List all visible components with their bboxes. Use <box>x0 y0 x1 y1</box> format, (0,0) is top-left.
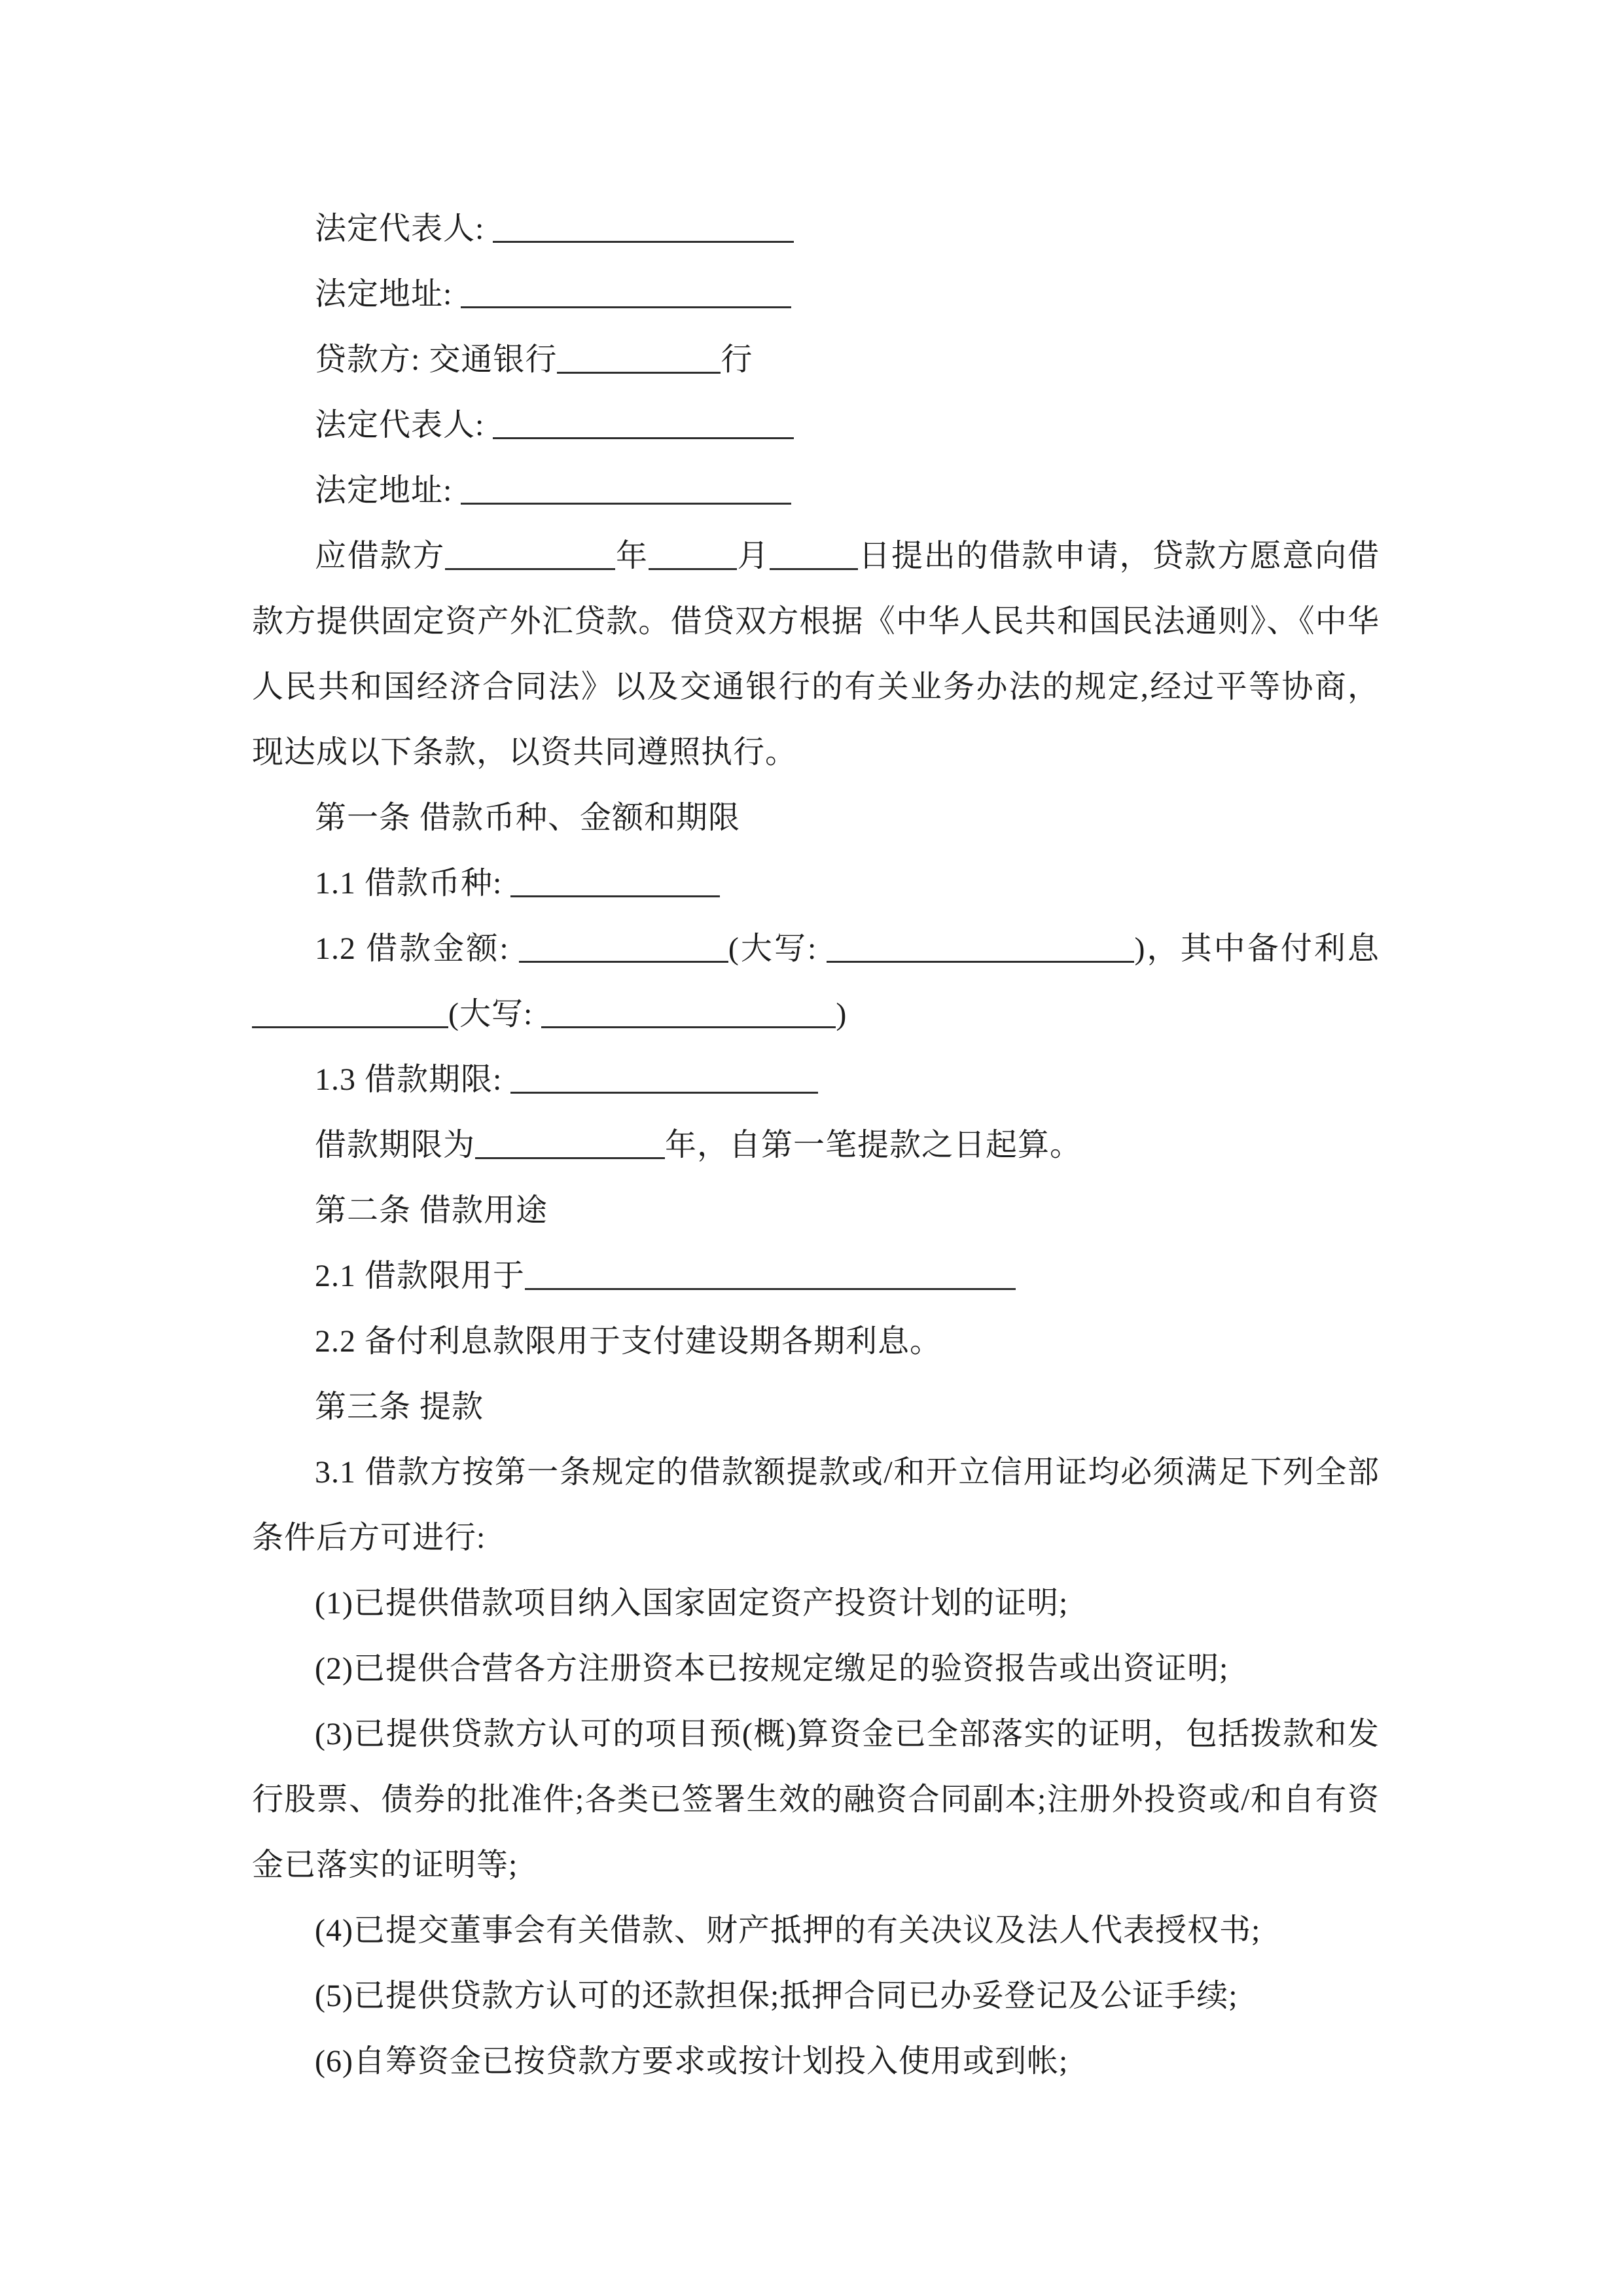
blank-underline <box>525 1260 1016 1290</box>
paragraph <box>252 196 1380 262</box>
paragraph <box>252 1636 1380 1702</box>
paragraph <box>252 1702 1380 1898</box>
text-run: (4)已提交董事会有关借款、财产抵押的有关决议及法人代表授权书; <box>315 1913 1261 1948</box>
paragraph <box>252 393 1380 458</box>
paragraph <box>252 327 1380 393</box>
text-run: 第一条 借款币种、金额和期限 <box>315 800 741 835</box>
text-run: 2.2 备付利息款限用于支付建设期各期利息。 <box>315 1324 942 1359</box>
paragraph <box>252 851 1380 916</box>
text-run: (6)自筹资金已按贷款方要求或按计划投入使用或到帐; <box>315 2044 1069 2079</box>
paragraph <box>252 916 1380 1047</box>
blank-underline <box>461 475 791 505</box>
text-run: (2)已提供合营各方注册资本已按规定缴足的验资报告或出资证明; <box>315 1651 1229 1686</box>
text-run: 行 <box>721 342 753 377</box>
text-run: )，其中备付利息 <box>1134 931 1380 966</box>
blank-underline <box>493 409 794 439</box>
paragraph <box>252 2029 1380 2094</box>
paragraph <box>252 1440 1380 1571</box>
text-run: (大写: <box>728 931 827 966</box>
paragraph <box>252 1113 1380 1178</box>
paragraph <box>252 1178 1380 1244</box>
blank-underline <box>510 1064 818 1094</box>
text-run: 第三条 提款 <box>315 1390 484 1424</box>
blank-underline <box>493 213 794 243</box>
text-run: 1.2 借款金额: <box>315 931 519 966</box>
text-run: 3.1 借款方按第一条规定的借款额提款或/和开立信用证均必须满足下列全部条件后方可进行: <box>252 1455 1380 1555</box>
paragraph <box>252 1047 1380 1113</box>
blank-underline <box>649 540 737 570</box>
text-run: (大写: <box>448 997 542 1031</box>
text-run: 借款期限为 <box>315 1128 476 1162</box>
blank-underline <box>475 1129 665 1159</box>
text-run: 日提出的借款申请，贷款方愿意向借款方提供固定资产外汇贷款。借贷双方根据《中华人民共和国民法通则》、《中华人民共和国经济合同法》以及交通银行的有关业务办法的规定,经过平等协商，现达成以下条款，以资共同遵照执行。 <box>252 539 1380 770</box>
paragraph <box>252 1374 1380 1440</box>
text-run: ) <box>836 997 847 1031</box>
blank-underline <box>557 344 721 374</box>
text-run: 1.3 借款期限: <box>315 1062 511 1097</box>
paragraph <box>252 1898 1380 1964</box>
paragraph <box>252 1244 1380 1309</box>
blank-underline <box>770 540 858 570</box>
text-run: 法定代表人: <box>315 408 493 442</box>
text-run: 法定地址: <box>315 277 461 312</box>
paragraph <box>252 1964 1380 2029</box>
text-run: (3)已提供贷款方认可的项目预(概)算资金已全部落实的证明，包括拨款和发行股票、债券的批准件;各类已签署生效的融资合同副本;注册外投资或/和自有资金已落实的证明等; <box>252 1717 1380 1882</box>
paragraph <box>252 458 1380 524</box>
blank-underline <box>519 933 728 963</box>
text-run: (1)已提供借款项目纳入国家固定资产投资计划的证明; <box>315 1586 1069 1621</box>
text-run: 2.1 借款限用于 <box>315 1259 526 1293</box>
text-run: 年 <box>615 539 649 573</box>
blank-underline <box>510 867 720 897</box>
blank-underline <box>461 278 791 308</box>
text-run: 法定地址: <box>315 473 461 508</box>
blank-underline <box>827 933 1134 963</box>
blank-underline <box>445 540 615 570</box>
text-run: 1.1 借款币种: <box>315 866 511 901</box>
text-run: (5)已提供贷款方认可的还款担保;抵押合同已办妥登记及公证手续; <box>315 1979 1238 2013</box>
blank-underline <box>541 998 836 1028</box>
text-run: 法定代表人: <box>315 211 493 246</box>
paragraph <box>252 1309 1380 1374</box>
blank-underline <box>252 998 448 1028</box>
text-run: 第二条 借款用途 <box>315 1193 548 1228</box>
paragraph <box>252 1571 1380 1636</box>
paragraph <box>252 785 1380 851</box>
text-run: 应借款方 <box>315 539 446 573</box>
paragraph <box>252 262 1380 327</box>
text-run: 年，自第一笔提款之日起算。 <box>665 1128 1082 1162</box>
paragraph <box>252 524 1380 785</box>
text-run: 月 <box>736 539 770 573</box>
text-run: 贷款方: 交通银行 <box>315 342 558 377</box>
